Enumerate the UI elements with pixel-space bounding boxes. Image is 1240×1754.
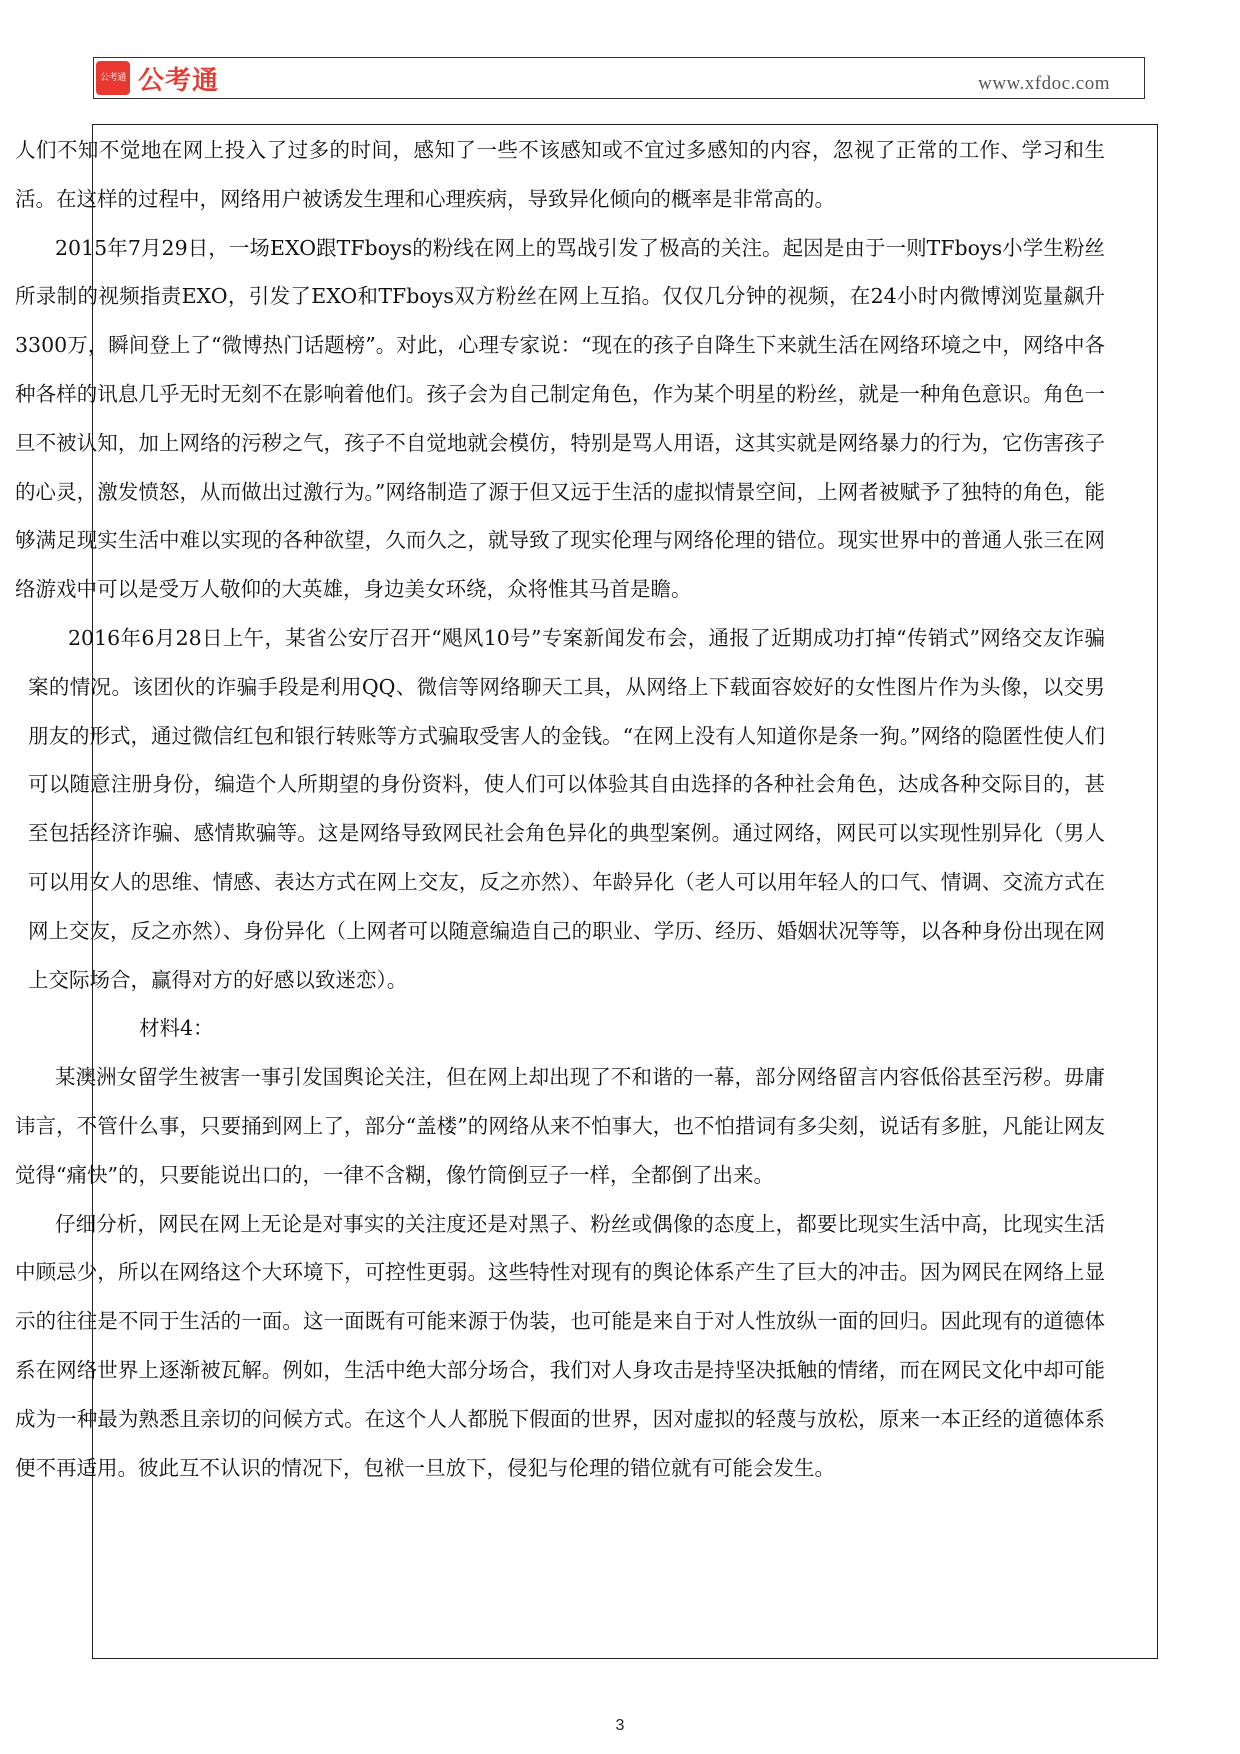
page-number: 3: [615, 1717, 625, 1734]
page-header: [93, 57, 1145, 99]
site-url: www.xfdoc.com: [978, 73, 1110, 94]
paragraph-1: 人们不知不觉地在网上投入了过多的时间，感知了一些不该感知或不宜过多感知的内容，忽视了正常的工作、学习和生活。在这样的过程中，网络用户被诱发生理和心理疾病，导致异化倾向的概率是非常高的。: [15, 138, 1105, 211]
document-body: [15, 126, 1105, 1492]
section-label: 材料4：: [139, 1016, 214, 1041]
logo-text: 公考通: [138, 65, 220, 96]
paragraph-5: 仔细分析，网民在网上无论是对事实的关注度还是对黑子、粉丝或偶像的态度上，都要比现实生活中高，比现实生活中顾忌少，所以在网络这个大环境下，可控性更弱。这些特性对现有的舆论体系产生了巨大的冲击。因为网民在网络上显示的往往是不同于生活的一面。这一面既有可能来源于伪装，也可能是来自于对人性放纵一面的回归。因此现有的道德体系在网络世界上逐渐被瓦解。例如，生活中绝大部分场合，我们对人身攻击是持坚决抵触的情绪，而在网民文化中却可能成为一种最为熟悉且亲切的问候方式。在这个人人都脱下假面的世界，因对虚拟的轻蔑与放松，原来一本正经的道德体系便不再适用。彼此互不认识的情况下，包袱一旦放下，侵犯与伦理的错位就有可能会发生。: [15, 1211, 1105, 1480]
logo-badge: 公考通: [96, 61, 130, 95]
logo: [96, 61, 219, 95]
paragraph-3: 2016年6月28日上午，某省公安厅召开“飓风10号”专案新闻发布会，通报了近期成功打掉“传销式”网络交友诈骗案的情况。该团伙的诈骗手段是利用QQ、微信等网络聊天工具，从网络上下载面容姣好的女性图片作为头像，以交男朋友的形式，通过微信红包和银行转账等方式骗取受害人的金钱。“在网上没有人知道你是条一狗。”网络的隐匿性使人们可以随意注册身份，编造个人所期望的身份资料，使人们可以体验其自由选择的各种社会角色，达成各种交际目的，甚至包括经济诈骗、感情欺骗等。这是网络导致网民社会角色异化的典型案例。通过网络，网民可以实现性别异化（男人可以用女人的思维、情感、表达方式在网上交友，反之亦然）、年龄异化（老人可以用年轻人的口气、情调、交流方式在网上交友，反之亦然）、身份异化（上网者可以随意编造自己的职业、学历、经历、婚姻状况等等，以各种身份出现在网上交际场合，赢得对方的好感以致迷恋）。: [28, 625, 1105, 992]
paragraph-2: 2015年7月29日，一场EXO跟TFboys的粉线在网上的骂战引发了极高的关注。起因是由于一则TFboys小学生粉丝所录制的视频指责EXO，引发了EXO和TFboys双方粉丝在网上互掐。仅仅几分钟的视频，在24小时内微博浏览量飙升3300万，瞬间登上了“微博热门话题榜”。对此，心理专家说：“现在的孩子自降生下来就生活在网络环境之中，网络中各种各样的讯息几乎无时无刻不在影响着他们。孩子会为自己制定角色，作为某个明星的粉丝，就是一种角色意识。角色一旦不被认知，加上网络的污秽之气，孩子不自觉地就会模仿，特别是骂人用语，这其实就是网络暴力的行为，它伤害孩子的心灵，激发愤怒，从而做出过激行为。”网络制造了源于但又远于生活的虚拟情景空间，上网者被赋予了独特的角色，能够满足现实生活中难以实现的各种欲望，久而久之，就导致了现实伦理与网络伦理的错位。现实世界中的普通人张三在网络游戏中可以是受万人敬仰的大英雄，身边美女环绕，众将惟其马首是瞻。: [15, 235, 1105, 602]
paragraph-4: 某澳洲女留学生被害一事引发国舆论关注，但在网上却出现了不和谐的一幕，部分网络留言内容低俗甚至污秽。毋庸讳言，不管什么事，只要捅到网上了，部分“盖楼”的网络从来不怕事大，也不怕措词有多尖刻，说话有多脏，凡能让网友觉得“痛快”的，只要能说出口的，一律不含糊，像竹筒倒豆子一样，全都倒了出来。: [15, 1065, 1105, 1187]
